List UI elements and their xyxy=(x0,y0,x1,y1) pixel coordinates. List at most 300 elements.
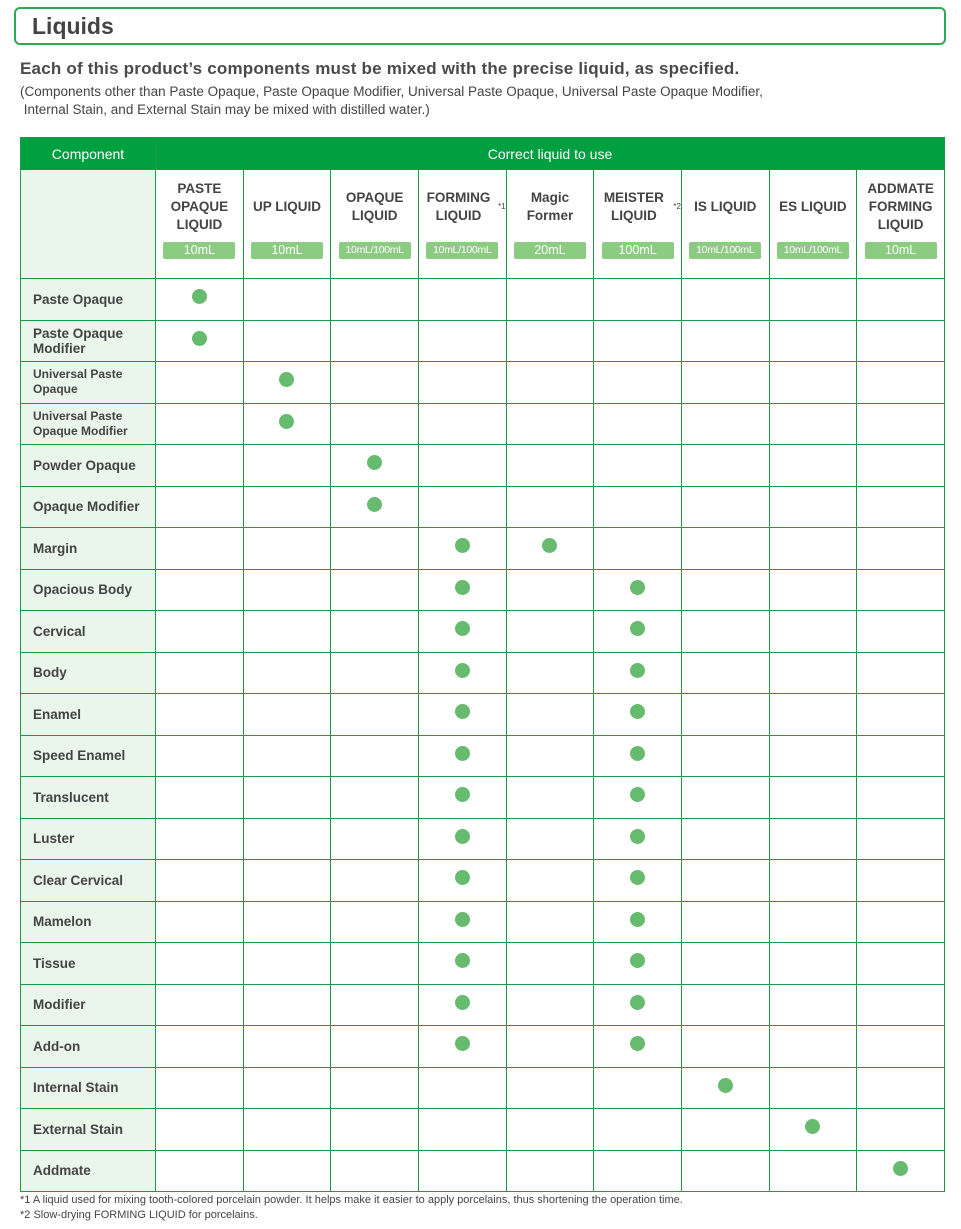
cell xyxy=(857,486,945,528)
liquid-name-text: FORMING LIQUID xyxy=(426,190,491,223)
cell xyxy=(681,1067,769,1109)
cell xyxy=(418,901,506,943)
liquid-name xyxy=(331,170,418,242)
cell xyxy=(418,818,506,860)
cell xyxy=(156,1150,244,1192)
cell xyxy=(681,611,769,653)
table-row xyxy=(21,279,945,321)
cell xyxy=(857,860,945,902)
dot-icon xyxy=(455,995,470,1010)
liquid-header-3 xyxy=(418,170,506,279)
component-name: Luster xyxy=(21,818,156,860)
cell xyxy=(156,1109,244,1151)
component-name: Opacious Body xyxy=(21,569,156,611)
cell xyxy=(769,279,857,321)
cell xyxy=(243,569,331,611)
footnote-1: *1 A liquid used for mixing tooth-colored porcelain powder. It helps make it easier to apply porcelains, thus shortening the operation time. xyxy=(20,1194,683,1206)
liquid-name xyxy=(857,170,944,242)
component-name: Universal Paste Opaque Modifier xyxy=(21,403,156,445)
size-badge: 100mL xyxy=(602,242,674,259)
table-row xyxy=(21,652,945,694)
cell xyxy=(857,1067,945,1109)
cell xyxy=(681,735,769,777)
dot-icon xyxy=(630,580,645,595)
cell xyxy=(331,984,419,1026)
table-row xyxy=(21,403,945,445)
cell xyxy=(681,528,769,570)
cell xyxy=(594,362,682,404)
cell xyxy=(681,279,769,321)
cell xyxy=(857,279,945,321)
cell xyxy=(594,777,682,819)
table-row xyxy=(21,445,945,487)
dot-icon xyxy=(455,538,470,553)
cell xyxy=(243,984,331,1026)
dot-icon xyxy=(455,829,470,844)
cell xyxy=(681,1109,769,1151)
dot-icon xyxy=(192,331,207,346)
cell xyxy=(156,860,244,902)
cell xyxy=(331,777,419,819)
cell xyxy=(156,1067,244,1109)
cell xyxy=(331,1109,419,1151)
cell xyxy=(506,445,594,487)
cell xyxy=(769,735,857,777)
cell xyxy=(418,1109,506,1151)
cell xyxy=(331,1026,419,1068)
cell xyxy=(681,901,769,943)
cell xyxy=(331,528,419,570)
liquid-name-text: OPAQUE LIQUID xyxy=(345,190,404,223)
table-row xyxy=(21,1067,945,1109)
cell xyxy=(418,445,506,487)
dot-icon xyxy=(630,663,645,678)
cell xyxy=(594,652,682,694)
cell xyxy=(769,777,857,819)
cell xyxy=(594,818,682,860)
dot-icon xyxy=(455,787,470,802)
cell xyxy=(506,528,594,570)
cell xyxy=(769,901,857,943)
note-line-2: Internal Stain, and External Stain may be mixed with distilled water.) xyxy=(20,102,430,117)
table-row xyxy=(21,320,945,362)
dot-icon xyxy=(455,704,470,719)
component-name: Enamel xyxy=(21,694,156,736)
cell xyxy=(857,1026,945,1068)
liquid-name xyxy=(594,170,681,242)
cell xyxy=(156,279,244,321)
table-row xyxy=(21,528,945,570)
component-name: Cervical xyxy=(21,611,156,653)
cell xyxy=(769,528,857,570)
cell xyxy=(769,611,857,653)
note-text xyxy=(20,83,920,119)
cell xyxy=(331,652,419,694)
liquid-name xyxy=(770,170,857,242)
cell xyxy=(506,403,594,445)
table-row xyxy=(21,901,945,943)
cell xyxy=(156,777,244,819)
liquid-header-5 xyxy=(594,170,682,279)
dot-icon xyxy=(279,414,294,429)
cell xyxy=(243,279,331,321)
cell xyxy=(243,901,331,943)
cell xyxy=(769,984,857,1026)
liquid-name-text: MEISTER LIQUID xyxy=(603,190,664,223)
cell xyxy=(681,818,769,860)
cell xyxy=(594,901,682,943)
cell xyxy=(594,1067,682,1109)
cell xyxy=(331,1150,419,1192)
cell xyxy=(156,403,244,445)
liquid-header-1 xyxy=(243,170,331,279)
note-line-1: (Components other than Paste Opaque, Paste Opaque Modifier, Universal Paste Opaque, Universal Paste Opaque Modifier, xyxy=(20,84,763,99)
cell xyxy=(857,777,945,819)
dot-icon xyxy=(367,455,382,470)
component-name: Add-on xyxy=(21,1026,156,1068)
size-badge: 10mL xyxy=(865,242,937,259)
cell xyxy=(506,652,594,694)
cell xyxy=(156,528,244,570)
liquid-name xyxy=(507,170,594,242)
dot-icon xyxy=(455,621,470,636)
dot-icon xyxy=(630,787,645,802)
liquid-header-7 xyxy=(769,170,857,279)
cell xyxy=(156,984,244,1026)
cell xyxy=(681,362,769,404)
cell xyxy=(243,320,331,362)
cell xyxy=(418,652,506,694)
cell xyxy=(418,528,506,570)
table-row xyxy=(21,818,945,860)
cell xyxy=(331,943,419,985)
cell xyxy=(506,943,594,985)
component-name: Tissue xyxy=(21,943,156,985)
component-name: Universal Paste Opaque xyxy=(21,362,156,404)
cell xyxy=(769,569,857,611)
cell xyxy=(243,1026,331,1068)
cell xyxy=(506,320,594,362)
table-row xyxy=(21,984,945,1026)
component-name: Speed Enamel xyxy=(21,735,156,777)
cell xyxy=(506,860,594,902)
cell xyxy=(418,1026,506,1068)
cell xyxy=(681,1150,769,1192)
cell xyxy=(243,1150,331,1192)
dot-icon xyxy=(455,870,470,885)
cell xyxy=(418,1067,506,1109)
cell xyxy=(243,1067,331,1109)
liquid-header-2 xyxy=(331,170,419,279)
cell xyxy=(769,652,857,694)
cell xyxy=(594,735,682,777)
table-row xyxy=(21,735,945,777)
cell xyxy=(857,569,945,611)
cell xyxy=(594,984,682,1026)
cell xyxy=(594,320,682,362)
cell xyxy=(769,445,857,487)
component-name: Internal Stain xyxy=(21,1067,156,1109)
cell xyxy=(681,569,769,611)
cell xyxy=(331,279,419,321)
dot-icon xyxy=(630,1036,645,1051)
table-row xyxy=(21,611,945,653)
cell xyxy=(506,901,594,943)
cell xyxy=(331,694,419,736)
cell xyxy=(331,901,419,943)
component-name: Translucent xyxy=(21,777,156,819)
dot-icon xyxy=(455,746,470,761)
size-badge: 10mL xyxy=(251,242,323,259)
cell xyxy=(857,403,945,445)
dot-icon xyxy=(630,829,645,844)
cell xyxy=(243,403,331,445)
component-name: Opaque Modifier xyxy=(21,486,156,528)
table-row xyxy=(21,1109,945,1151)
cell xyxy=(331,611,419,653)
liquid-name-text: IS LIQUID xyxy=(694,199,757,214)
cell xyxy=(418,279,506,321)
dot-icon xyxy=(630,621,645,636)
cell xyxy=(418,943,506,985)
size-badge: 10mL/100mL xyxy=(777,242,849,259)
cell xyxy=(418,320,506,362)
cell xyxy=(156,818,244,860)
dot-icon xyxy=(630,704,645,719)
cell xyxy=(769,362,857,404)
table-row xyxy=(21,943,945,985)
liquid-name-text: ES LIQUID xyxy=(779,199,847,214)
cell xyxy=(857,652,945,694)
cell xyxy=(331,486,419,528)
cell xyxy=(156,569,244,611)
table-row xyxy=(21,1026,945,1068)
cell xyxy=(681,860,769,902)
size-badge: 10mL/100mL xyxy=(689,242,761,259)
cell xyxy=(331,320,419,362)
cell xyxy=(156,362,244,404)
cell xyxy=(594,445,682,487)
cell xyxy=(594,569,682,611)
cell xyxy=(156,735,244,777)
dot-icon xyxy=(192,289,207,304)
cell xyxy=(243,943,331,985)
cell xyxy=(418,403,506,445)
cell xyxy=(331,569,419,611)
cell xyxy=(594,1026,682,1068)
cell xyxy=(594,486,682,528)
cell xyxy=(506,984,594,1026)
footnote-2: *2 Slow-drying FORMING LIQUID for porcelains. xyxy=(20,1209,258,1221)
liquid-name xyxy=(156,170,243,242)
liquid-name-text: UP LIQUID xyxy=(252,199,321,214)
cell xyxy=(594,1150,682,1192)
liquid-name xyxy=(419,170,506,242)
cell xyxy=(857,611,945,653)
dot-icon xyxy=(455,1036,470,1051)
blank-header-cell xyxy=(21,170,156,279)
lead-text: Each of this product’s components must be mixed with the precise liquid, as specified. xyxy=(20,59,740,78)
table-row xyxy=(21,694,945,736)
size-badge: 10mL/100mL xyxy=(339,242,411,259)
cell xyxy=(418,984,506,1026)
cell xyxy=(418,735,506,777)
cell xyxy=(769,403,857,445)
cell xyxy=(243,694,331,736)
cell xyxy=(857,445,945,487)
cell xyxy=(769,818,857,860)
cell xyxy=(156,943,244,985)
cell xyxy=(243,1109,331,1151)
cell xyxy=(857,694,945,736)
cell xyxy=(243,777,331,819)
dot-icon xyxy=(893,1161,908,1176)
liquid-name xyxy=(682,170,769,242)
cell xyxy=(506,279,594,321)
cell xyxy=(769,1109,857,1151)
cell xyxy=(769,1150,857,1192)
cell xyxy=(156,611,244,653)
table-row xyxy=(21,486,945,528)
cell xyxy=(243,528,331,570)
cell xyxy=(857,735,945,777)
cell xyxy=(594,1109,682,1151)
size-badge: 10mL xyxy=(163,242,235,259)
dot-icon xyxy=(630,746,645,761)
cell xyxy=(506,1150,594,1192)
cell xyxy=(243,445,331,487)
cell xyxy=(769,320,857,362)
cell xyxy=(506,486,594,528)
component-name: Paste Opaque xyxy=(21,279,156,321)
component-name: Clear Cervical xyxy=(21,860,156,902)
cell xyxy=(331,818,419,860)
dot-icon xyxy=(805,1119,820,1134)
cell xyxy=(506,1109,594,1151)
size-badge: 10mL/100mL xyxy=(426,242,498,259)
cell xyxy=(418,362,506,404)
cell xyxy=(681,320,769,362)
cell xyxy=(857,320,945,362)
cell xyxy=(769,1067,857,1109)
cell xyxy=(506,362,594,404)
cell xyxy=(594,943,682,985)
component-name: Body xyxy=(21,652,156,694)
liquid-name xyxy=(244,170,331,242)
cell xyxy=(418,860,506,902)
liquid-header-6 xyxy=(681,170,769,279)
cell xyxy=(331,403,419,445)
table-row xyxy=(21,569,945,611)
cell xyxy=(418,1150,506,1192)
cell xyxy=(594,611,682,653)
cell xyxy=(857,901,945,943)
cell xyxy=(594,403,682,445)
dot-icon xyxy=(455,912,470,927)
cell xyxy=(681,777,769,819)
component-name: Powder Opaque xyxy=(21,445,156,487)
cell xyxy=(681,403,769,445)
dot-icon xyxy=(542,538,557,553)
cell xyxy=(506,569,594,611)
cell xyxy=(418,486,506,528)
cell xyxy=(681,984,769,1026)
cell xyxy=(594,279,682,321)
liquid-header-8 xyxy=(857,170,945,279)
section-title-box xyxy=(14,7,946,45)
cell xyxy=(857,528,945,570)
section-title: Liquids xyxy=(32,13,114,39)
cell xyxy=(331,735,419,777)
cell xyxy=(857,362,945,404)
cell xyxy=(418,611,506,653)
cell xyxy=(156,320,244,362)
cell xyxy=(418,694,506,736)
header-liquid: Correct liquid to use xyxy=(156,138,945,170)
cell xyxy=(243,818,331,860)
cell xyxy=(769,943,857,985)
size-badge: 20mL xyxy=(514,242,586,259)
cell xyxy=(769,860,857,902)
component-name: Mamelon xyxy=(21,901,156,943)
cell xyxy=(418,569,506,611)
cell xyxy=(243,611,331,653)
header-component: Component xyxy=(21,138,156,170)
cell xyxy=(594,860,682,902)
dot-icon xyxy=(455,663,470,678)
liquid-name-text: Magic Former xyxy=(526,190,574,223)
footnote-ref: *1 xyxy=(498,202,506,211)
cell xyxy=(857,984,945,1026)
cell xyxy=(243,735,331,777)
cell xyxy=(331,860,419,902)
dot-icon xyxy=(630,953,645,968)
cell xyxy=(681,694,769,736)
footnote-ref: *2 xyxy=(673,202,681,211)
cell xyxy=(769,486,857,528)
cell xyxy=(506,694,594,736)
cell xyxy=(506,735,594,777)
cell xyxy=(857,1150,945,1192)
component-name: Addmate xyxy=(21,1150,156,1192)
cell xyxy=(331,1067,419,1109)
cell xyxy=(243,362,331,404)
cell xyxy=(857,818,945,860)
cell xyxy=(331,445,419,487)
cell xyxy=(156,486,244,528)
cell xyxy=(681,652,769,694)
component-name: Modifier xyxy=(21,984,156,1026)
cell xyxy=(506,1026,594,1068)
dot-icon xyxy=(630,912,645,927)
liquid-name-text: ADDMATE FORMING LIQUID xyxy=(867,181,934,232)
liquid-name-text: PASTE OPAQUE LIQUID xyxy=(170,181,229,232)
cell xyxy=(594,528,682,570)
cell xyxy=(681,445,769,487)
cell xyxy=(331,362,419,404)
cell xyxy=(418,777,506,819)
dot-icon xyxy=(279,372,294,387)
dot-icon xyxy=(718,1078,733,1093)
table-row xyxy=(21,1150,945,1192)
cell xyxy=(681,943,769,985)
cell xyxy=(857,1109,945,1151)
cell xyxy=(243,860,331,902)
cell xyxy=(681,486,769,528)
component-name: External Stain xyxy=(21,1109,156,1151)
liquid-header-0 xyxy=(156,170,244,279)
table-row xyxy=(21,777,945,819)
